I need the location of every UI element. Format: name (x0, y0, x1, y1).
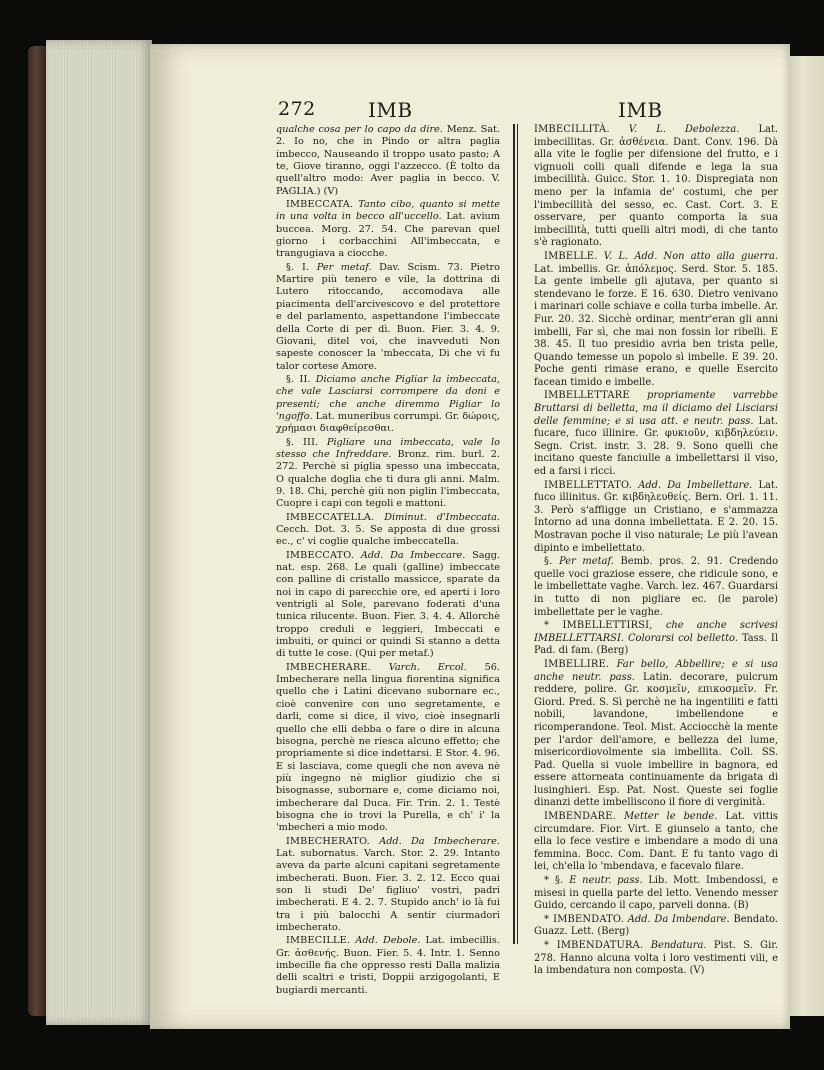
facing-page-edge (788, 56, 824, 1016)
entry-headword: IMBELLETTARE (544, 390, 630, 402)
entry-definition: Add. Debole. (355, 935, 421, 947)
entry-headword: IMBECHERATO. (286, 835, 370, 847)
dictionary-entry (534, 251, 778, 390)
dictionary-entry (276, 512, 500, 549)
dictionary-entry (276, 935, 500, 997)
entry-citations: Lat. imbecillis. Gr. ἀσθενής. Buon. Fier. 5. 4. Intr. 1. Senno imbecille fia che oppresso resti Dalla malizia delli scaltri e tristi, Doppii arzigogolanti, E bugiardi mercanti. (276, 935, 500, 996)
dictionary-entry (276, 262, 500, 373)
entry-headword: IMBECHERARE. (286, 661, 372, 673)
guide-word-right: IMB (618, 98, 663, 122)
entry-headword: * §. (544, 875, 564, 887)
right-column (534, 124, 778, 979)
entry-definition: V. L. Add. Non atto alla guerra. (603, 250, 778, 262)
entry-headword: * IMBENDATO. (544, 913, 624, 925)
entry-definition: Pigliare una imbeccata, vale lo stesso che Infreddare. (276, 436, 500, 460)
entry-citations: Tass. Il Pad. di fam. (Berg) (534, 632, 778, 657)
entry-citations: Lat. subornatus. Varch. Stor. 2. 29. Intanto aveva da parte alcuni capitani segretamente imbecherati. Buon. Fier. 3. 2. 12. Ecco quai son li studi De' figliuo' vostri, padri imbecherati. E 4. 2. 7. Stupido anch' io là fui tra i più balocchi A sentir ciurmadori imbecherato. (276, 847, 500, 933)
entry-citations: Lat. vittis circumdare. Fior. Virt. E giunselo a tanto, che ella lo fece vestire e imbendare a modo di una femmina. Bocc. Com. Dant. E fu tanto vago di lei, ch'ella lo 'mbendava, e facevalo filare. (534, 811, 778, 873)
dictionary-entry (534, 914, 778, 939)
entry-headword: §. (544, 556, 553, 568)
entry-citations: Dav. Scism. 73. Pietro Martire più tenero e vile, la dottrina di Lutero ritoccando, accomodava alle piacimenta dell'arcivescovo e del protettore e del parlamento, aspettandone l'imbeccate della Corte di per dì. Buon. Fier. 3. 4. 9. Giovani, ditel voi, che inavveduti Non sapeste conoscer la 'mbeccata, Di che vi fu talor cortese Amore. (276, 261, 500, 372)
dictionary-entry (276, 124, 500, 198)
entry-definition: E neutr. pass. (569, 875, 643, 887)
entry-headword: IMBECCATO. (286, 549, 355, 561)
dictionary-entry (276, 836, 500, 935)
entry-definition: Per metaf. (316, 261, 372, 273)
page-number: 272 (278, 98, 316, 120)
dictionary-entry (534, 620, 778, 658)
entry-citations: Lib. Mott. Imbendossi, e misesi in quella parte del letto. Venendo messer Guido, cercando il capo, parveli donna. (B) (534, 875, 779, 912)
entry-definition: Metter le bende. (624, 811, 718, 823)
entry-citations: Bemb. pros. 2. 91. Credendo quelle voci graziose essere, che ridicule sono, e le imbellettate vaghe. Varch. lez. 467. Guardarsi in tutto di non pigliare ec. (le parole) imbellettate per le vaghe. (534, 556, 779, 618)
entry-definition: Per metaf. (559, 556, 614, 568)
entry-definition: Add. Da Imbeccare. (360, 549, 466, 561)
entry-headword: IMBECILLITÀ. (534, 124, 610, 135)
entry-definition: che anche scrivesi IMBELLETTARSI. Colorarsi col belletto. (534, 620, 779, 644)
entry-definition: Far bello, Abbellire; e si usa anche neutr. pass. (534, 658, 779, 683)
book-spine (28, 46, 48, 1016)
dictionary-entry (276, 550, 500, 661)
entry-citations: Cecch. Dot. 3. 5. Se apposta di due grossi ec., c' vi coglie qualche imbeccatella. (276, 524, 500, 548)
entry-citations: Lat. muneribus corrumpi. Gr. δώροις, χρήμασι διαφθείρεσθαι. (276, 410, 500, 435)
entry-definition: Diciamo anche Pigliar la imbeccata, che vale Lasciarsi corrompere da doni e presenti; che anche diremmo Pigliar lo 'ngoffo. (276, 373, 500, 422)
guide-word-left: IMB (368, 98, 413, 122)
entry-headword: IMBECILLE. (286, 935, 351, 947)
dictionary-entry (276, 662, 500, 835)
entry-citations: Menz. Sat. 2. Io no, che in Pindo or altra paglia imbecco, Nauseando il troppo usato pasto; A te, Giove tiranno, oggi l'azzecco. (È tolto da quell'altro modo: Aver paglia in becco. V. PAGLIA.) (V) (276, 124, 500, 197)
entry-definition: Add. Da Imbendare. (627, 913, 730, 925)
entry-headword: * IMBELLETTIRSI, (544, 620, 653, 632)
entry-headword: §. II. (286, 373, 311, 385)
dictionary-entry (276, 437, 500, 511)
entry-definition: Tanto cibo, quanto si mette in una volta in becco all'uccello. (276, 199, 500, 223)
entry-headword: §. III. (286, 436, 319, 448)
entry-citations: Lat. fucare, fuco illinire. Gr. φυκιοῦν, κιβδηλεύειν. Segn. Crist. instr. 3. 28. 9. Sono quelli che incitano queste fanciulle a imbellettarsi il viso, ed a farsi i ricci. (534, 415, 778, 478)
entry-citations: Lat. avium buccea. Morg. 27. 54. Che parevan quel giorno i corbacchini All'imbeccata, e trangugiava a ciocche. (276, 211, 500, 260)
entry-citations: Lat. imbecillitas. Gr. ἀσθένεια. Dant. Conv. 196. Dà alla vite le foglie per difensione del frutto, e i vignuoli colli quali difende e lega la sua imbecillità. Guicc. Stor. 1. 10. Dispregiata non meno per la infamia de' costumi, che per l'imbecillità del sesso, ec. Cast. Cort. 3. E osservare, per quanto comporta la sua imbecillità, tutti quelli altri modi, di che tanto s'è ragionato. (534, 124, 778, 249)
entry-headword: IMBELLE. (544, 250, 598, 262)
entry-definition: Varch. Ercol. (388, 661, 467, 673)
entry-citations: Latin. decorare, pulcrum reddere, polire. Gr. κοσμεῖν, επικοσμεῖν. Fr. Giord. Pred. S. Sì perchè ne ha ingentiliti e fatti nobili, lavandone, imbellendone e ricomperandone. Teol. Mist. Acciocchè la mente per l'ardor dell'amore, e bellezza del lume, misericordiovolmente sia imbellita. Coll. SS. Pad. Quella si vuole imbellire in bagnora, ed essere attorneata continuamente da brigata di lusinghieri. Esp. Pat. Nost. Queste sei foglie dinanzi dette imbelliscono il fiore di verginità. (534, 671, 778, 809)
dictionary-entry (534, 811, 778, 874)
column-divider (513, 124, 515, 944)
entry-definition: qualche cosa per lo capo da dire. (276, 124, 443, 135)
entry-citations: Sagg. nat. esp. 268. Le quali (galline) imbeccate con palline di cristallo massicce, sparate da noi in capo di parecchie ore, ed aperti i loro ventrigli al Sole, parevano foderati d'una tunica rilucente. Buon. Fier. 3. 4. 4. Allorchè troppo creduli e leggieri, Imbeccati e imbuiti, or quinci or quindi Si stanno a detta di tutte le cose. (Qui per metaf.) (276, 549, 500, 660)
running-header (278, 98, 663, 124)
entry-headword: IMBELLETTATO. (544, 479, 633, 491)
dictionary-entry (534, 480, 778, 556)
entry-citations: Bendato. Guazz. Lett. (Berg) (534, 913, 778, 938)
dictionary-entry (276, 199, 500, 261)
dictionary-entry (534, 556, 778, 619)
dictionary-entry (534, 875, 778, 913)
left-column (276, 124, 500, 998)
entry-headword: * IMBENDATURA. (544, 940, 644, 951)
entry-headword: IMBECCATELLA. (286, 511, 375, 523)
entry-headword: IMBELLIRE. (544, 658, 610, 670)
entry-citations: Lat. imbellis. Gr. ἀπόλεμος. Serd. Stor. 5. 185. La gente imbelle gli ajutava, per quanto si stendevano le forze. E 16. 630. Dietro venivano i marinari colle schiave e colla turba imbelle. Ar. Fur. 20. 32. Sicchè ordinar, mentr'eran gli anni imbelli, Far sì, che mai non fossin lor ribelli. E 38. 45. Il tuo presidio avria ben trista pelle, Quando temesse un popolo sì imbelle. E 39. 20. Poche genti rimase erano, e quelle Esercito facean timido e imbelle. (534, 263, 778, 388)
entry-citations: Bronz. rim. burl. 2. 272. Perchè si piglia spesso una imbeccata, O qualche doglia che ti dura gli anni. Malm. 9. 18. Chi, perchè giù non piglin l'imbeccata, Cuopre i capi con tegoli e mattoni. (276, 448, 500, 510)
entry-definition: Diminut. d'Imbeccata. (384, 511, 500, 523)
dictionary-entry (534, 124, 778, 250)
entry-citations: Lat. fuco illinitus. Gr. κιβδηλευθείς. Bern. Orl. 1. 11. 3. Però s'affligge un Cristiano, e s'ammazza Intorno ad una donna imbellettata. E 2. 20. 15. Mostravan poche il viso naturale; Le più l'avean dipinto e imbellettato. (534, 479, 779, 554)
entry-headword: IMBENDARE. (544, 811, 616, 823)
entry-definition: Add. Da Imbellettare. (638, 479, 753, 491)
page-edges (46, 40, 152, 1025)
entry-definition: Bendatura. (650, 940, 707, 951)
entry-headword: IMBECCATA. (286, 199, 354, 211)
entry-definition: propriamente varrebbe Bruttarsi di belletta, ma il diciamo del Lisciarsi delle femmine; e si usa att. e neutr. pass. (534, 390, 778, 427)
dictionary-entry (534, 940, 778, 978)
entry-definition: V. L. Debolezza. (628, 124, 740, 135)
dictionary-entry (534, 659, 778, 810)
entry-citations: Pist. S. Gir. 278. Hanno alcuna volta i loro vestimenti vili, e la imbendatura non composta. (V) (534, 940, 778, 977)
dictionary-entry (534, 390, 778, 478)
entry-headword: §. I. (286, 261, 310, 273)
entry-definition: Add. Da Imbecherare. (379, 835, 500, 847)
entry-citations: 56. Imbecherare nella lingua fiorentina significa quello che i Latini dicevano subornare ec., cioè convenire con uno segretamente, e darli, come si dice, il vivo, cioè insegnarli quello che elli debba o fare o dire in alcuna bisogna, perchè ne riesca alcuno effetto; che propriamente si dice indettarsi. E Stor. 4. 96. E si lasciava, come quegli che non aveva nè più ingegno nè miglior giudizio che si bisognasse, subornare e, come diciamo noi, imbecherare dal Duca. Fir. Trin. 2. 1. Testè bisogna che io trovi la Purella, e ch' i' la 'mbecheri a mio modo. (276, 661, 500, 834)
dictionary-entry (276, 374, 500, 436)
